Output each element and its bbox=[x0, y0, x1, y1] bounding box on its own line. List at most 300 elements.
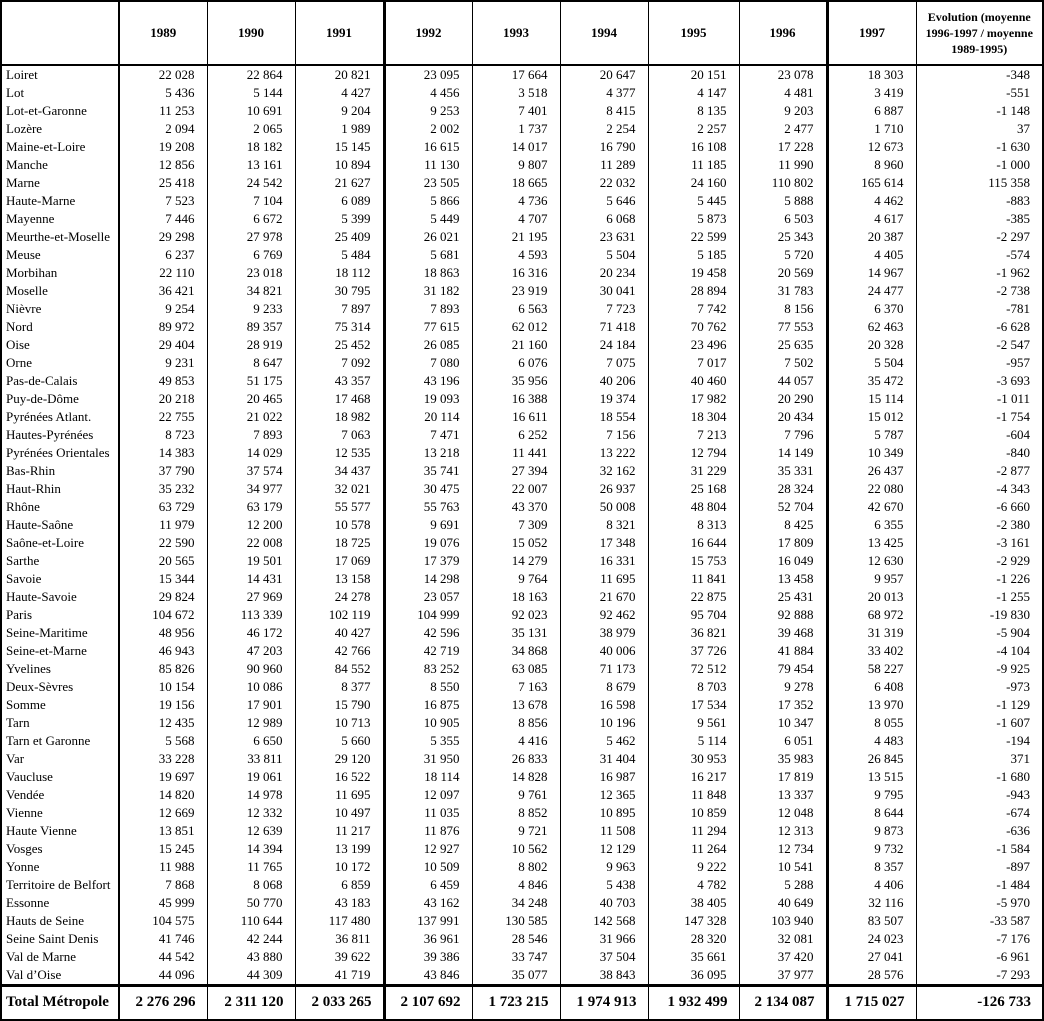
cell-value: 10 895 bbox=[560, 804, 648, 822]
cell-value: 20 013 bbox=[827, 588, 916, 606]
cell-value: 18 304 bbox=[648, 408, 739, 426]
cell-value: 89 972 bbox=[119, 318, 207, 336]
cell-value: 2 094 bbox=[119, 120, 207, 138]
table-row bbox=[1, 894, 1043, 912]
cell-value: 21 022 bbox=[207, 408, 295, 426]
cell-value: 7 017 bbox=[648, 354, 739, 372]
cell-value: 17 809 bbox=[739, 534, 827, 552]
cell-value: 14 279 bbox=[472, 552, 560, 570]
total-value: 1 723 215 bbox=[472, 986, 560, 1020]
cell-value: 8 679 bbox=[560, 678, 648, 696]
cell-value: 5 504 bbox=[827, 354, 916, 372]
cell-value: 77 553 bbox=[739, 318, 827, 336]
cell-value: 8 960 bbox=[827, 156, 916, 174]
cell-value: 35 131 bbox=[472, 624, 560, 642]
cell-value: -897 bbox=[916, 858, 1043, 876]
cell-value: 71 418 bbox=[560, 318, 648, 336]
cell-value: 50 008 bbox=[560, 498, 648, 516]
cell-value: 71 173 bbox=[560, 660, 648, 678]
cell-value: 18 982 bbox=[295, 408, 384, 426]
cell-value: 44 057 bbox=[739, 372, 827, 390]
row-label: Savoie bbox=[6, 571, 42, 586]
cell-value: 13 851 bbox=[119, 822, 207, 840]
cell-value: 6 051 bbox=[739, 732, 827, 750]
cell-value: 55 577 bbox=[295, 498, 384, 516]
cell-value: 23 631 bbox=[560, 228, 648, 246]
cell-value: 28 894 bbox=[648, 282, 739, 300]
cell-value: 4 462 bbox=[827, 192, 916, 210]
cell-value: 40 006 bbox=[560, 642, 648, 660]
cell-value: -943 bbox=[916, 786, 1043, 804]
cell-value: 9 253 bbox=[384, 102, 472, 120]
row-label: Manche bbox=[6, 157, 48, 172]
table-row bbox=[1, 624, 1043, 642]
row-label: Orne bbox=[6, 355, 32, 370]
table-row bbox=[1, 966, 1043, 986]
cell-value: 19 208 bbox=[119, 138, 207, 156]
cell-value: -2 738 bbox=[916, 282, 1043, 300]
cell-value: 2 477 bbox=[739, 120, 827, 138]
table-row bbox=[1, 336, 1043, 354]
cell-value: 10 691 bbox=[207, 102, 295, 120]
cell-value: 20 114 bbox=[384, 408, 472, 426]
table-row bbox=[1, 948, 1043, 966]
cell-value: -1 630 bbox=[916, 138, 1043, 156]
cell-value: 36 961 bbox=[384, 930, 472, 948]
cell-value: 147 328 bbox=[648, 912, 739, 930]
cell-value: 23 919 bbox=[472, 282, 560, 300]
cell-value: 20 328 bbox=[827, 336, 916, 354]
cell-value: 5 436 bbox=[119, 84, 207, 102]
row-label: Mayenne bbox=[6, 211, 55, 226]
cell-value: 8 550 bbox=[384, 678, 472, 696]
cell-value: 31 229 bbox=[648, 462, 739, 480]
cell-value: 9 278 bbox=[739, 678, 827, 696]
cell-value: 14 149 bbox=[739, 444, 827, 462]
row-label: Essonne bbox=[6, 895, 50, 910]
cell-value: -674 bbox=[916, 804, 1043, 822]
cell-value: 115 358 bbox=[916, 174, 1043, 192]
cell-value: 46 172 bbox=[207, 624, 295, 642]
cell-value: -2 929 bbox=[916, 552, 1043, 570]
row-label: Seine-Maritime bbox=[6, 625, 88, 640]
table-body bbox=[1, 65, 1043, 986]
cell-value: -33 587 bbox=[916, 912, 1043, 930]
cell-value: 44 096 bbox=[119, 966, 207, 986]
cell-value: 25 409 bbox=[295, 228, 384, 246]
cell-value: 24 278 bbox=[295, 588, 384, 606]
cell-value: 11 695 bbox=[560, 570, 648, 588]
table-row bbox=[1, 300, 1043, 318]
corner-cell bbox=[1, 1, 119, 65]
cell-value: 5 185 bbox=[648, 246, 739, 264]
cell-value: 37 bbox=[916, 120, 1043, 138]
cell-value: -19 830 bbox=[916, 606, 1043, 624]
cell-value: -5 970 bbox=[916, 894, 1043, 912]
cell-value: 25 168 bbox=[648, 480, 739, 498]
cell-value: 7 523 bbox=[119, 192, 207, 210]
cell-value: 22 864 bbox=[207, 65, 295, 84]
cell-value: 43 370 bbox=[472, 498, 560, 516]
cell-value: 16 108 bbox=[648, 138, 739, 156]
cell-value: 18 163 bbox=[472, 588, 560, 606]
cell-value: 5 438 bbox=[560, 876, 648, 894]
cell-value: 16 331 bbox=[560, 552, 648, 570]
cell-value: 10 349 bbox=[827, 444, 916, 462]
cell-value: 42 244 bbox=[207, 930, 295, 948]
cell-value: 38 405 bbox=[648, 894, 739, 912]
cell-value: 4 617 bbox=[827, 210, 916, 228]
total-value: 2 033 265 bbox=[295, 986, 384, 1020]
row-label: Var bbox=[6, 751, 25, 766]
cell-value: 37 977 bbox=[739, 966, 827, 986]
cell-value: 89 357 bbox=[207, 318, 295, 336]
cell-value: 7 213 bbox=[648, 426, 739, 444]
cell-value: 11 289 bbox=[560, 156, 648, 174]
row-label: Hautes-Pyrénées bbox=[6, 427, 94, 442]
table-row bbox=[1, 660, 1043, 678]
total-value: 1 932 499 bbox=[648, 986, 739, 1020]
cell-value: 20 569 bbox=[739, 264, 827, 282]
row-label: Haute Vienne bbox=[6, 823, 77, 838]
cell-value: 52 704 bbox=[739, 498, 827, 516]
cell-value: 10 894 bbox=[295, 156, 384, 174]
cell-value: 34 437 bbox=[295, 462, 384, 480]
cell-value: -1 607 bbox=[916, 714, 1043, 732]
cell-value: 31 966 bbox=[560, 930, 648, 948]
total-row bbox=[1, 986, 1043, 1020]
cell-value: 12 200 bbox=[207, 516, 295, 534]
cell-value: 7 446 bbox=[119, 210, 207, 228]
cell-value: 13 161 bbox=[207, 156, 295, 174]
row-label: Moselle bbox=[6, 283, 48, 298]
cell-value: 29 298 bbox=[119, 228, 207, 246]
cell-value: -9 925 bbox=[916, 660, 1043, 678]
table-row bbox=[1, 408, 1043, 426]
row-label: Seine Saint Denis bbox=[6, 931, 99, 946]
cell-value: 12 048 bbox=[739, 804, 827, 822]
cell-value: 38 843 bbox=[560, 966, 648, 986]
cell-value: 25 431 bbox=[739, 588, 827, 606]
cell-value: 48 804 bbox=[648, 498, 739, 516]
cell-value: 4 707 bbox=[472, 210, 560, 228]
cell-value: 16 598 bbox=[560, 696, 648, 714]
cell-value: 35 077 bbox=[472, 966, 560, 986]
cell-value: 41 746 bbox=[119, 930, 207, 948]
column-header: 1993 bbox=[472, 1, 560, 65]
cell-value: 43 357 bbox=[295, 372, 384, 390]
cell-value: 12 332 bbox=[207, 804, 295, 822]
cell-value: 1 989 bbox=[295, 120, 384, 138]
cell-value: 18 303 bbox=[827, 65, 916, 84]
cell-value: 6 672 bbox=[207, 210, 295, 228]
cell-value: 7 104 bbox=[207, 192, 295, 210]
cell-value: 11 294 bbox=[648, 822, 739, 840]
table-row bbox=[1, 282, 1043, 300]
cell-value: 16 316 bbox=[472, 264, 560, 282]
cell-value: 6 887 bbox=[827, 102, 916, 120]
cell-value: 2 257 bbox=[648, 120, 739, 138]
table-row bbox=[1, 426, 1043, 444]
cell-value: 15 344 bbox=[119, 570, 207, 588]
row-label: Loiret bbox=[6, 67, 38, 82]
cell-value: 142 568 bbox=[560, 912, 648, 930]
cell-value: -7 176 bbox=[916, 930, 1043, 948]
cell-value: 10 713 bbox=[295, 714, 384, 732]
cell-value: 17 982 bbox=[648, 390, 739, 408]
cell-value: 6 089 bbox=[295, 192, 384, 210]
cell-value: 17 069 bbox=[295, 552, 384, 570]
table-row bbox=[1, 552, 1043, 570]
cell-value: 16 049 bbox=[739, 552, 827, 570]
cell-value: 12 097 bbox=[384, 786, 472, 804]
cell-value: 19 501 bbox=[207, 552, 295, 570]
row-label: Territoire de Belfort bbox=[6, 877, 111, 892]
cell-value: 23 095 bbox=[384, 65, 472, 84]
table-row bbox=[1, 102, 1043, 120]
row-label: Haute-Savoie bbox=[6, 589, 77, 604]
cell-value: 7 796 bbox=[739, 426, 827, 444]
cell-value: 32 116 bbox=[827, 894, 916, 912]
cell-value: 63 085 bbox=[472, 660, 560, 678]
row-label: Seine-et-Marne bbox=[6, 643, 87, 658]
cell-value: 27 041 bbox=[827, 948, 916, 966]
table-row bbox=[1, 174, 1043, 192]
cell-value: 5 660 bbox=[295, 732, 384, 750]
cell-value: 2 254 bbox=[560, 120, 648, 138]
table-row bbox=[1, 318, 1043, 336]
cell-value: 8 377 bbox=[295, 678, 384, 696]
cell-value: -6 961 bbox=[916, 948, 1043, 966]
cell-value: 25 343 bbox=[739, 228, 827, 246]
cell-value: 21 160 bbox=[472, 336, 560, 354]
cell-value: 17 352 bbox=[739, 696, 827, 714]
cell-value: 8 723 bbox=[119, 426, 207, 444]
cell-value: 44 542 bbox=[119, 948, 207, 966]
cell-value: 12 535 bbox=[295, 444, 384, 462]
cell-value: 40 427 bbox=[295, 624, 384, 642]
cell-value: -2 380 bbox=[916, 516, 1043, 534]
table-row bbox=[1, 822, 1043, 840]
table-row bbox=[1, 462, 1043, 480]
cell-value: 31 319 bbox=[827, 624, 916, 642]
table-row bbox=[1, 642, 1043, 660]
cell-value: 39 386 bbox=[384, 948, 472, 966]
cell-value: 102 119 bbox=[295, 606, 384, 624]
cell-value: -1 680 bbox=[916, 768, 1043, 786]
cell-value: 10 562 bbox=[472, 840, 560, 858]
cell-value: 15 012 bbox=[827, 408, 916, 426]
cell-value: 9 963 bbox=[560, 858, 648, 876]
cell-value: 40 206 bbox=[560, 372, 648, 390]
table-row bbox=[1, 750, 1043, 768]
cell-value: 25 418 bbox=[119, 174, 207, 192]
cell-value: 22 080 bbox=[827, 480, 916, 498]
cell-value: 7 075 bbox=[560, 354, 648, 372]
cell-value: 11 185 bbox=[648, 156, 739, 174]
total-value: 2 134 087 bbox=[739, 986, 827, 1020]
row-label: Pas-de-Calais bbox=[6, 373, 78, 388]
cell-value: 12 989 bbox=[207, 714, 295, 732]
cell-value: 26 937 bbox=[560, 480, 648, 498]
cell-value: 32 021 bbox=[295, 480, 384, 498]
cell-value: 37 726 bbox=[648, 642, 739, 660]
cell-value: 21 195 bbox=[472, 228, 560, 246]
cell-value: 27 978 bbox=[207, 228, 295, 246]
cell-value: 11 848 bbox=[648, 786, 739, 804]
cell-value: 17 379 bbox=[384, 552, 472, 570]
table-row bbox=[1, 912, 1043, 930]
cell-value: -574 bbox=[916, 246, 1043, 264]
cell-value: 14 017 bbox=[472, 138, 560, 156]
row-label: Puy-de-Dôme bbox=[6, 391, 79, 406]
cell-value: 7 092 bbox=[295, 354, 384, 372]
cell-value: -6 628 bbox=[916, 318, 1043, 336]
row-label: Lozère bbox=[6, 121, 43, 136]
cell-value: 17 664 bbox=[472, 65, 560, 84]
cell-value: 44 309 bbox=[207, 966, 295, 986]
cell-value: 7 723 bbox=[560, 300, 648, 318]
cell-value: 20 387 bbox=[827, 228, 916, 246]
cell-value: 20 565 bbox=[119, 552, 207, 570]
cell-value: 95 704 bbox=[648, 606, 739, 624]
table-row bbox=[1, 858, 1043, 876]
table-row bbox=[1, 444, 1043, 462]
cell-value: 5 484 bbox=[295, 246, 384, 264]
cell-value: 41 719 bbox=[295, 966, 384, 986]
cell-value: 10 905 bbox=[384, 714, 472, 732]
cell-value: 23 057 bbox=[384, 588, 472, 606]
cell-value: 33 402 bbox=[827, 642, 916, 660]
cell-value: 12 927 bbox=[384, 840, 472, 858]
cell-value: 12 794 bbox=[648, 444, 739, 462]
cell-value: 4 456 bbox=[384, 84, 472, 102]
cell-value: 11 217 bbox=[295, 822, 384, 840]
cell-value: 92 888 bbox=[739, 606, 827, 624]
cell-value: 6 459 bbox=[384, 876, 472, 894]
table-footer bbox=[1, 986, 1043, 1020]
cell-value: 41 884 bbox=[739, 642, 827, 660]
cell-value: 30 475 bbox=[384, 480, 472, 498]
cell-value: 9 873 bbox=[827, 822, 916, 840]
cell-value: 37 420 bbox=[739, 948, 827, 966]
cell-value: 6 370 bbox=[827, 300, 916, 318]
table-row bbox=[1, 534, 1043, 552]
table-row bbox=[1, 570, 1043, 588]
cell-value: 22 755 bbox=[119, 408, 207, 426]
cell-value: 12 129 bbox=[560, 840, 648, 858]
cell-value: 137 991 bbox=[384, 912, 472, 930]
table-row bbox=[1, 156, 1043, 174]
cell-value: 8 055 bbox=[827, 714, 916, 732]
cell-value: 5 288 bbox=[739, 876, 827, 894]
cell-value: 7 742 bbox=[648, 300, 739, 318]
cell-value: 43 183 bbox=[295, 894, 384, 912]
column-header: 1996 bbox=[739, 1, 827, 65]
cell-value: 68 972 bbox=[827, 606, 916, 624]
cell-value: 3 518 bbox=[472, 84, 560, 102]
cell-value: 10 541 bbox=[739, 858, 827, 876]
cell-value: 11 508 bbox=[560, 822, 648, 840]
cell-value: 83 252 bbox=[384, 660, 472, 678]
cell-value: 4 483 bbox=[827, 732, 916, 750]
cell-value: 104 575 bbox=[119, 912, 207, 930]
cell-value: 15 114 bbox=[827, 390, 916, 408]
cell-value: 9 203 bbox=[739, 102, 827, 120]
table-row bbox=[1, 714, 1043, 732]
cell-value: 37 790 bbox=[119, 462, 207, 480]
cell-value: 6 068 bbox=[560, 210, 648, 228]
cell-value: 13 199 bbox=[295, 840, 384, 858]
column-header: 1991 bbox=[295, 1, 384, 65]
cell-value: 14 978 bbox=[207, 786, 295, 804]
cell-value: 16 217 bbox=[648, 768, 739, 786]
cell-value: 92 462 bbox=[560, 606, 648, 624]
cell-value: 26 085 bbox=[384, 336, 472, 354]
cell-value: 37 504 bbox=[560, 948, 648, 966]
cell-value: 4 846 bbox=[472, 876, 560, 894]
cell-value: 14 383 bbox=[119, 444, 207, 462]
cell-value: 14 029 bbox=[207, 444, 295, 462]
cell-value: 22 008 bbox=[207, 534, 295, 552]
row-label: Maine-et-Loire bbox=[6, 139, 86, 154]
cell-value: 18 665 bbox=[472, 174, 560, 192]
cell-value: 110 802 bbox=[739, 174, 827, 192]
cell-value: -957 bbox=[916, 354, 1043, 372]
table-row bbox=[1, 678, 1043, 696]
cell-value: 4 782 bbox=[648, 876, 739, 894]
cell-value: 13 158 bbox=[295, 570, 384, 588]
cell-value: 7 156 bbox=[560, 426, 648, 444]
row-label: Nord bbox=[6, 319, 33, 334]
cell-value: 28 320 bbox=[648, 930, 739, 948]
cell-value: -2 547 bbox=[916, 336, 1043, 354]
cell-value: -4 104 bbox=[916, 642, 1043, 660]
row-label: Meuse bbox=[6, 247, 41, 262]
table-row bbox=[1, 84, 1043, 102]
cell-value: 14 431 bbox=[207, 570, 295, 588]
cell-value: 11 264 bbox=[648, 840, 739, 858]
cell-value: 25 635 bbox=[739, 336, 827, 354]
cell-value: 16 615 bbox=[384, 138, 472, 156]
cell-value: -604 bbox=[916, 426, 1043, 444]
cell-value: 21 670 bbox=[560, 588, 648, 606]
cell-value: 7 502 bbox=[739, 354, 827, 372]
cell-value: 7 163 bbox=[472, 678, 560, 696]
cell-value: 6 076 bbox=[472, 354, 560, 372]
cell-value: -1 754 bbox=[916, 408, 1043, 426]
cell-value: 38 979 bbox=[560, 624, 648, 642]
cell-value: 6 252 bbox=[472, 426, 560, 444]
cell-value: 8 802 bbox=[472, 858, 560, 876]
cell-value: 6 563 bbox=[472, 300, 560, 318]
row-label: Deux-Sèvres bbox=[6, 679, 74, 694]
table-row bbox=[1, 264, 1043, 282]
cell-value: 28 576 bbox=[827, 966, 916, 986]
cell-value: 10 859 bbox=[648, 804, 739, 822]
cell-value: 19 061 bbox=[207, 768, 295, 786]
cell-value: 4 405 bbox=[827, 246, 916, 264]
cell-value: 29 824 bbox=[119, 588, 207, 606]
cell-value: 22 110 bbox=[119, 264, 207, 282]
cell-value: 62 463 bbox=[827, 318, 916, 336]
cell-value: 12 639 bbox=[207, 822, 295, 840]
cell-value: 12 630 bbox=[827, 552, 916, 570]
row-label: Oise bbox=[6, 337, 30, 352]
row-label: Lot bbox=[6, 85, 25, 100]
cell-value: 34 821 bbox=[207, 282, 295, 300]
cell-value: 9 957 bbox=[827, 570, 916, 588]
